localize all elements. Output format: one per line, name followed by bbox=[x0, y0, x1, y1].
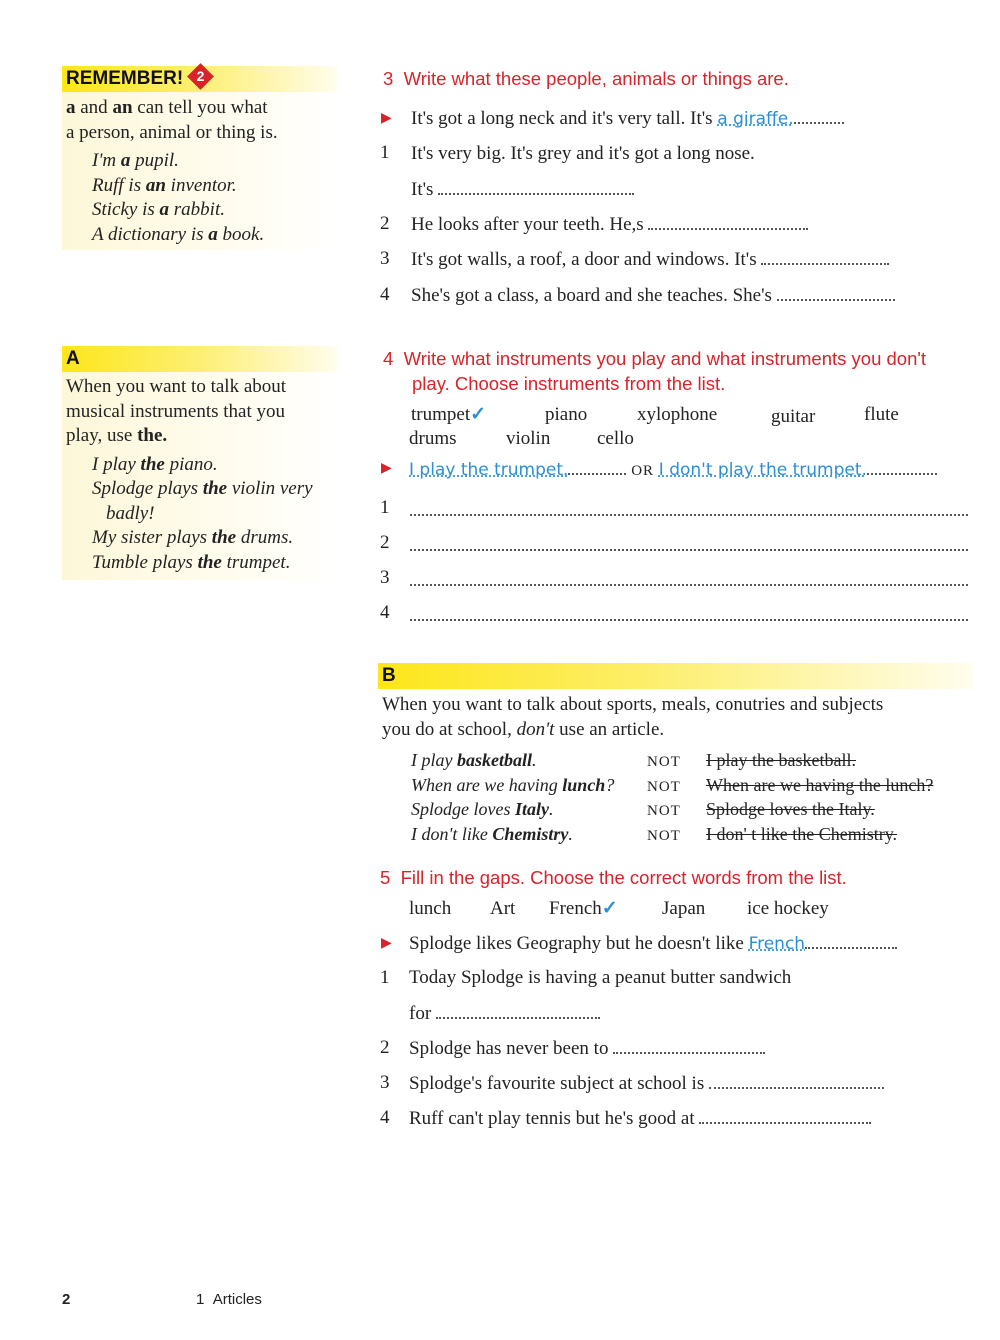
word: Art bbox=[490, 898, 516, 919]
item-number: 2 bbox=[380, 213, 390, 234]
answer-blank[interactable] bbox=[794, 108, 844, 124]
word: violin bbox=[506, 428, 551, 449]
question-line bbox=[409, 1072, 884, 1096]
t: She's got a class, a board and she teaches. She's bbox=[411, 285, 772, 306]
t: I play bbox=[92, 453, 141, 475]
example-line bbox=[92, 551, 337, 576]
wrong-column bbox=[706, 748, 933, 846]
t: a bbox=[159, 199, 170, 220]
t: rabbit. bbox=[169, 199, 225, 220]
t: a bbox=[208, 223, 218, 245]
question-line bbox=[409, 1037, 765, 1061]
t: He looks after your teeth. He,s bbox=[411, 214, 644, 235]
exercise-5-heading bbox=[380, 865, 847, 890]
t: Splodge's favourite subject at school is bbox=[409, 1073, 705, 1094]
bold-a: a bbox=[66, 97, 76, 118]
t: the. bbox=[137, 425, 168, 446]
t: trumpet. bbox=[221, 551, 291, 573]
t: the bbox=[197, 551, 222, 573]
t: musical instruments that you bbox=[66, 400, 286, 422]
question-line bbox=[411, 284, 895, 308]
t: When are we having bbox=[411, 774, 563, 795]
word: French bbox=[549, 898, 602, 919]
item-number: 2 bbox=[380, 532, 390, 553]
item-number: 4 bbox=[380, 602, 390, 623]
exercise-title: Write what instruments you play and what instruments you don't bbox=[403, 348, 927, 369]
t: a bbox=[120, 150, 131, 171]
section-b-heading: B bbox=[378, 663, 974, 689]
t: I don't like bbox=[411, 823, 493, 844]
t: It's got a long neck and it's very tall. It's bbox=[411, 108, 713, 129]
word: trumpet bbox=[411, 404, 471, 425]
example-line bbox=[411, 107, 844, 131]
unit-title: Articles bbox=[212, 1291, 262, 1308]
answer-blank[interactable] bbox=[613, 1038, 765, 1054]
t: piano. bbox=[164, 453, 218, 475]
remember-examples bbox=[62, 149, 337, 247]
correct-example bbox=[411, 822, 614, 847]
t: book. bbox=[217, 223, 265, 245]
page-number: 2 bbox=[62, 1291, 71, 1308]
t: A dictionary is bbox=[92, 223, 209, 245]
not-label: NOT bbox=[647, 778, 681, 795]
word: piano bbox=[545, 404, 588, 425]
answer-blank[interactable] bbox=[436, 1003, 600, 1019]
answer-blank[interactable] bbox=[438, 179, 634, 195]
t: It's bbox=[411, 179, 434, 200]
correct-example bbox=[411, 748, 614, 773]
example-line bbox=[92, 477, 337, 502]
example-line bbox=[92, 453, 337, 478]
t: My sister plays bbox=[92, 527, 212, 548]
example-line bbox=[92, 502, 337, 527]
handwritten-answer: I don't play the trumpet. bbox=[658, 460, 867, 480]
answer-blank[interactable] bbox=[777, 285, 895, 301]
t: the bbox=[211, 527, 237, 548]
handwritten-answer: French bbox=[748, 934, 806, 954]
wrong-example: I play the basketball. bbox=[706, 750, 856, 770]
answer-blank[interactable] bbox=[568, 459, 626, 475]
item-number: 2 bbox=[380, 1037, 390, 1058]
item-number: 1 bbox=[380, 967, 390, 988]
question-line bbox=[411, 178, 634, 202]
correct-example bbox=[411, 773, 614, 798]
badge-number: 2 bbox=[196, 68, 205, 85]
check-icon: ✓ bbox=[470, 404, 487, 425]
t: inventor. bbox=[165, 174, 237, 196]
handwritten-answer: I play the trumpet. bbox=[409, 460, 569, 480]
t: pupil. bbox=[130, 150, 179, 171]
question-text: Today Splodge is having a peanut butter sandwich bbox=[409, 967, 792, 988]
t: lunch bbox=[562, 774, 606, 795]
item-number: 3 bbox=[380, 248, 390, 269]
answer-blank[interactable] bbox=[709, 1073, 884, 1089]
t: use an article. bbox=[554, 718, 665, 740]
t: When you want to talk about bbox=[66, 376, 287, 397]
section-b-examples bbox=[411, 748, 614, 846]
not-label: NOT bbox=[647, 827, 681, 844]
section-a-examples bbox=[62, 453, 337, 576]
t: Sticky is bbox=[92, 199, 160, 220]
check-icon: ✓ bbox=[601, 898, 618, 919]
item-number: 3 bbox=[380, 1072, 390, 1093]
exercise-number: 3 bbox=[383, 68, 394, 89]
question-line bbox=[411, 213, 808, 237]
t: violin very bbox=[227, 478, 313, 499]
word-list bbox=[411, 403, 486, 427]
word: lunch bbox=[409, 898, 452, 919]
t: Splodge plays bbox=[92, 478, 203, 499]
section-b-text bbox=[382, 693, 982, 742]
word: xylophone bbox=[637, 404, 718, 425]
t: . bbox=[548, 799, 554, 819]
example-line bbox=[92, 526, 337, 551]
exercise-title-2: play. Choose instruments from the list. bbox=[412, 373, 726, 394]
example-line bbox=[409, 458, 937, 483]
t: for bbox=[409, 1003, 432, 1024]
t: Ruff can't play tennis but he's good at bbox=[409, 1108, 695, 1129]
answer-blank[interactable] bbox=[410, 570, 968, 586]
item-number: 3 bbox=[380, 567, 390, 588]
t: Splodge likes Geography but he doesn't like bbox=[409, 933, 744, 954]
word: ice hockey bbox=[747, 898, 829, 919]
example-line bbox=[409, 932, 897, 956]
t: Splodge has never been to bbox=[409, 1038, 609, 1059]
answer-blank[interactable] bbox=[648, 214, 808, 230]
t: It's got walls, a roof, a door and windows. It's bbox=[411, 249, 757, 270]
section-a-text bbox=[62, 372, 337, 449]
t: the bbox=[202, 478, 228, 499]
not-label: NOT bbox=[647, 754, 681, 770]
t: ? bbox=[605, 774, 615, 795]
t: Italy bbox=[514, 799, 549, 819]
section-a-heading: A bbox=[62, 346, 337, 372]
badge-diamond-icon bbox=[187, 64, 214, 91]
example-line bbox=[92, 174, 337, 199]
t: I play bbox=[411, 750, 457, 770]
not-label: NOT bbox=[647, 803, 681, 819]
answer-blank[interactable] bbox=[761, 249, 889, 265]
bold-an: an bbox=[112, 97, 133, 118]
item-number: 1 bbox=[380, 497, 390, 518]
word: guitar bbox=[771, 406, 816, 427]
answer-blank[interactable] bbox=[867, 459, 937, 475]
t: badly! bbox=[106, 502, 155, 524]
t: an bbox=[145, 174, 166, 196]
t: basketball bbox=[456, 750, 532, 770]
text: a person, animal or thing is. bbox=[66, 121, 278, 143]
remember-heading bbox=[62, 66, 337, 92]
text: can tell you what bbox=[132, 97, 268, 118]
word-with-check bbox=[549, 897, 618, 921]
word: flute bbox=[864, 404, 899, 425]
exercise-title: Fill in the gaps. Choose the correct words from the list. bbox=[400, 867, 847, 888]
t: play, use bbox=[66, 425, 138, 446]
t: Tumble plays bbox=[92, 551, 198, 573]
footer-unit bbox=[196, 1291, 262, 1308]
correct-example bbox=[411, 797, 614, 822]
not-column bbox=[647, 750, 681, 848]
remember-title: REMEMBER! bbox=[66, 68, 184, 89]
item-number: 4 bbox=[380, 284, 390, 305]
item-number: 1 bbox=[380, 142, 390, 163]
remember-text bbox=[62, 92, 337, 145]
item-number: 4 bbox=[380, 1107, 390, 1128]
answer-blank[interactable] bbox=[699, 1108, 871, 1124]
word: drums bbox=[409, 428, 457, 449]
remember-box bbox=[62, 66, 337, 250]
wrong-example: I don' t like the Chemistry. bbox=[706, 823, 898, 844]
answer-blank[interactable] bbox=[410, 500, 968, 516]
unit-number: 1 bbox=[196, 1291, 205, 1308]
handwritten-answer: a giraffe. bbox=[717, 109, 794, 129]
t: Splodge loves bbox=[411, 799, 515, 819]
exercise-3-heading bbox=[383, 66, 789, 91]
t: Ruff is bbox=[92, 174, 146, 196]
exercise-4-heading bbox=[383, 346, 926, 396]
section-a-box bbox=[62, 346, 337, 580]
question-line bbox=[411, 248, 889, 272]
word: Japan bbox=[662, 898, 706, 919]
question-line bbox=[409, 1002, 600, 1026]
t: drums. bbox=[236, 527, 294, 548]
example-arrow-icon: ▶ bbox=[381, 111, 392, 126]
wrong-example: Splodge loves the Italy. bbox=[706, 799, 875, 819]
t: When you want to talk about sports, meals, conutries and subjects bbox=[382, 694, 884, 715]
answer-blank[interactable] bbox=[410, 605, 968, 621]
wrong-example: When are we having the lunch? bbox=[706, 774, 934, 795]
question-line bbox=[409, 1107, 871, 1131]
text: and bbox=[75, 97, 113, 118]
answer-blank[interactable] bbox=[805, 933, 897, 949]
example-arrow-icon: ▶ bbox=[381, 936, 392, 951]
t: I'm bbox=[92, 150, 121, 171]
question-text: It's very big. It's grey and it's got a long nose. bbox=[411, 143, 755, 164]
t: don't bbox=[516, 718, 555, 740]
exercise-title: Write what these people, animals or things are. bbox=[403, 68, 789, 89]
answer-blank[interactable] bbox=[410, 535, 968, 551]
example-line bbox=[92, 198, 337, 223]
example-arrow-icon: ▶ bbox=[381, 461, 392, 476]
exercise-number: 4 bbox=[383, 348, 394, 369]
t: . bbox=[568, 823, 573, 844]
t: the bbox=[140, 453, 165, 475]
or-label: OR bbox=[631, 463, 655, 479]
example-line bbox=[92, 149, 337, 174]
t: you do at school, bbox=[382, 718, 517, 740]
t: . bbox=[531, 750, 537, 770]
exercise-number: 5 bbox=[380, 867, 391, 888]
word: cello bbox=[597, 428, 634, 449]
t: Chemistry bbox=[492, 823, 569, 844]
example-line bbox=[92, 223, 337, 248]
